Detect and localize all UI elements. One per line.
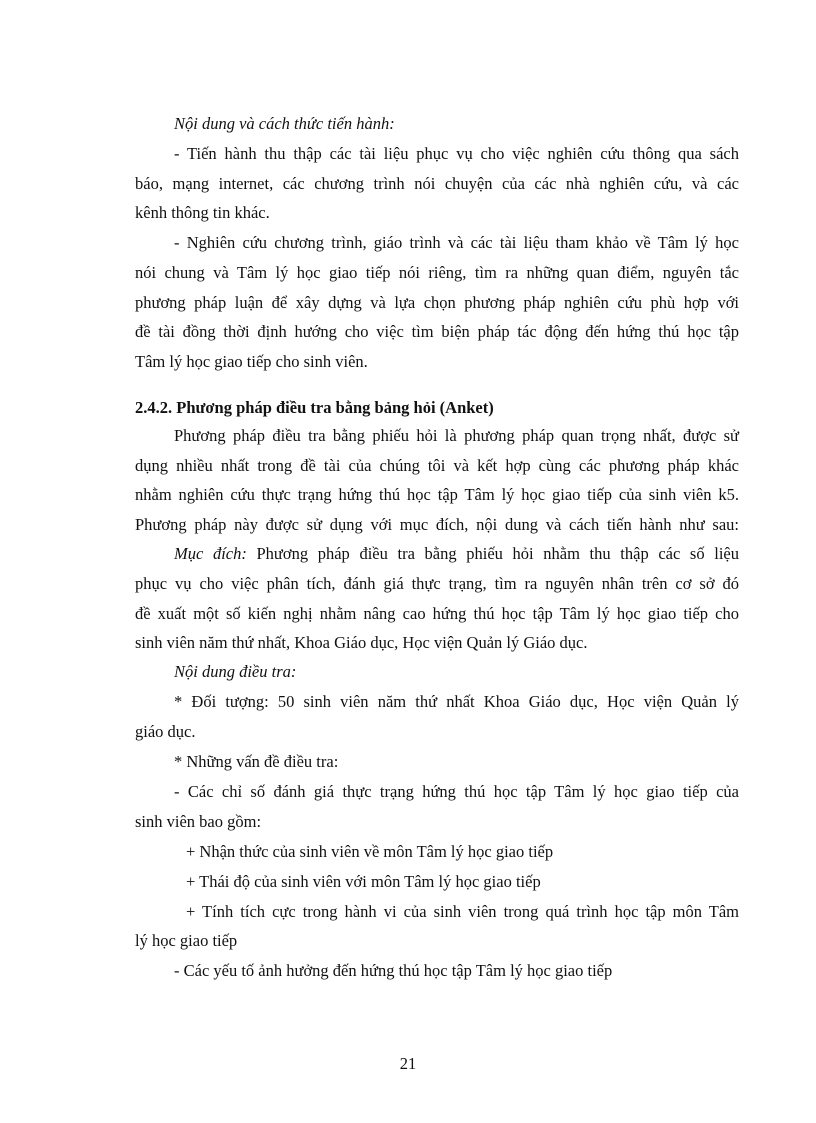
paragraph-line: kênh thông tin khác. — [135, 203, 270, 222]
section-heading: 2.4.2. Phương pháp điều tra bằng bảng hỏi (Anket) — [135, 398, 494, 417]
bullet-item: + Tính tích cực trong hành vi của sinh viên trong quá trình học tập môn Tâm — [186, 902, 739, 921]
paragraph-line: sinh viên bao gồm: — [135, 812, 262, 831]
paragraph-line: - Các chỉ số đánh giá thực trạng hứng thú học tập Tâm lý học giao tiếp của — [174, 782, 739, 801]
paragraph-line: * Những vấn đề điều tra: — [174, 752, 339, 771]
paragraph-line: đề tài đồng thời định hướng cho việc tìm biện pháp tác động đến hứng thú học tập — [135, 322, 739, 341]
bullet-item: + Thái độ của sinh viên với môn Tâm lý học giao tiếp — [186, 872, 541, 891]
paragraph-line: Phương pháp điều tra bằng phiếu hỏi là phương pháp quan trọng nhất, được sử — [174, 426, 739, 445]
paragraph-line: báo, mạng internet, các chương trình nói chuyện của các nhà nghiên cứu, và các — [135, 174, 739, 193]
paragraph-line: - Các yếu tố ảnh hưởng đến hứng thú học tập Tâm lý học giao tiếp — [174, 961, 613, 980]
paragraph-line: giáo dục. — [135, 722, 196, 741]
survey-content-heading: Nội dung điều tra: — [174, 662, 297, 681]
paragraph-line: nói chung và Tâm lý học giao tiếp nói riêng, tìm ra những quan điểm, nguyên tắc — [135, 263, 739, 282]
paragraph-line: đề xuất một số kiến nghị nhằm nâng cao hứng thú học tập Tâm lý học giao tiếp cho — [135, 604, 739, 623]
paragraph-line: - Nghiên cứu chương trình, giáo trình và các tài liệu tham khảo về Tâm lý học — [174, 233, 739, 252]
purpose-line — [174, 542, 739, 566]
purpose-text: Phương pháp điều tra bằng phiếu hỏi nhằm thu thập các số liệu — [256, 544, 739, 563]
paragraph-line: nhằm nghiên cứu thực trạng hứng thú học tập Tâm lý học giao tiếp của sinh viên k5. — [135, 485, 739, 504]
paragraph-line: sinh viên năm thứ nhất, Khoa Giáo dục, Học viện Quản lý Giáo dục. — [135, 633, 588, 652]
page-number: 21 — [399, 1054, 417, 1073]
purpose-label: Mục đích: — [174, 544, 247, 563]
paragraph-line: phục vụ cho việc phân tích, đánh giá thực trạng, tìm ra nguyên nhân trên cơ sở đó — [135, 574, 739, 593]
paragraph-line: Phương pháp này được sử dụng với mục đích, nội dung và cách tiến hành như sau: — [135, 515, 739, 534]
bullet-item: + Nhận thức của sinh viên về môn Tâm lý học giao tiếp — [186, 842, 554, 861]
paragraph-line: Tâm lý học giao tiếp cho sinh viên. — [135, 352, 368, 371]
paragraph-line: - Tiến hành thu thập các tài liệu phục vụ cho việc nghiên cứu thông qua sách — [174, 144, 739, 163]
paragraph-line: dụng nhiều nhất trong đề tài của chúng tôi và kết hợp cùng các phương pháp khác — [135, 456, 739, 475]
bullet-item-continuation: lý học giao tiếp — [135, 931, 238, 950]
content-method-heading: Nội dung và cách thức tiến hành: — [174, 114, 395, 133]
paragraph-line: * Đối tượng: 50 sinh viên năm thứ nhất Khoa Giáo dục, Học viện Quản lý — [174, 692, 739, 711]
paragraph-line: phương pháp luận để xây dựng và lựa chọn phương pháp nghiên cứu phù hợp với — [135, 293, 739, 312]
